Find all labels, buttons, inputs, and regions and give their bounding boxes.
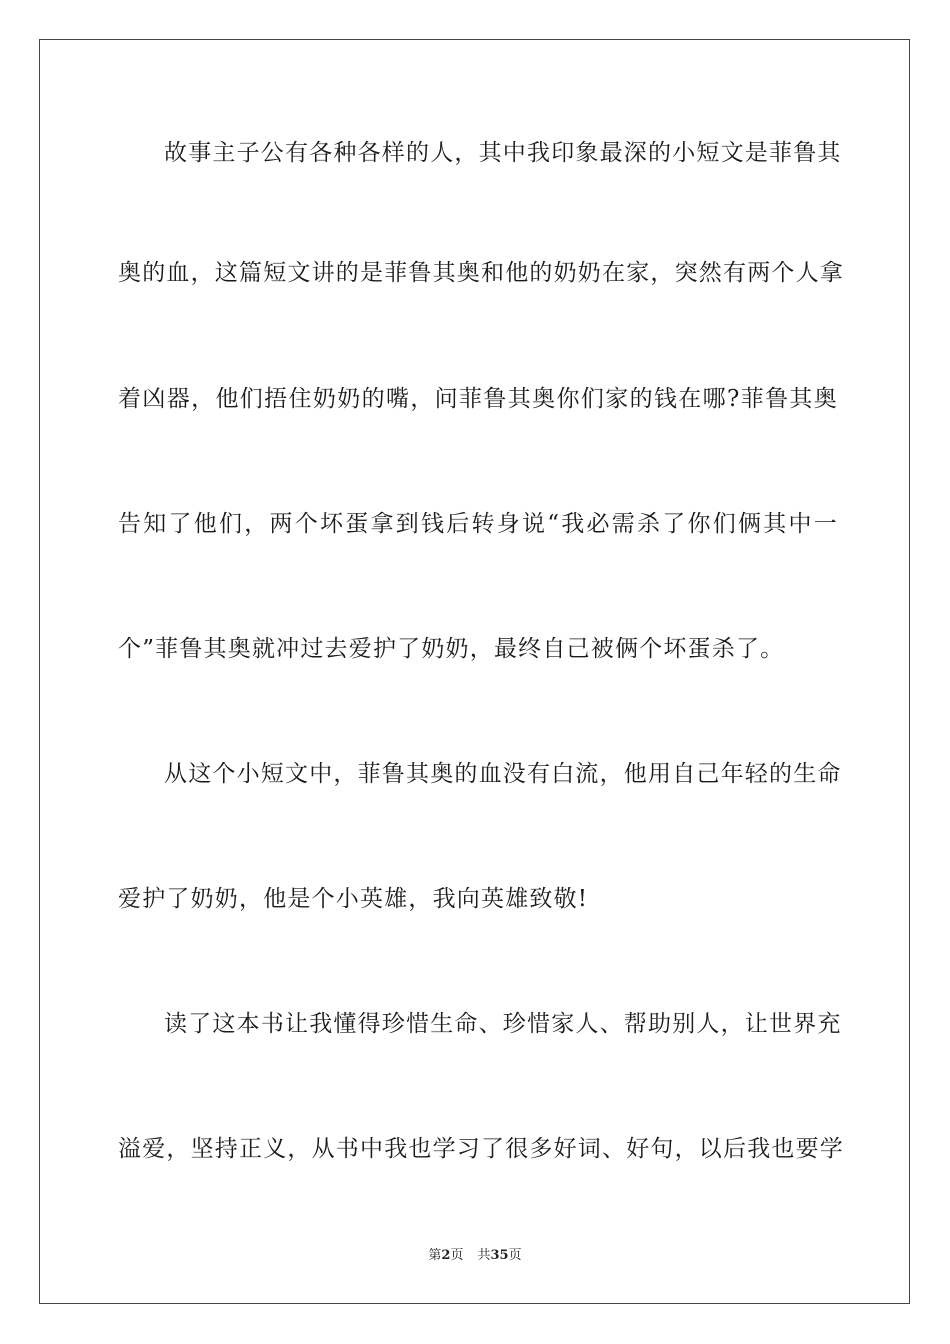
paragraph-1-line-3: 着凶器，他们捂住奶奶的嘴，问菲鲁其奥你们家的钱在哪?菲鲁其奥 — [118, 386, 838, 412]
paragraph-2-line-2: 爱护了奶奶，他是个小英雄，我向英雄致敬! — [118, 886, 589, 912]
total-pages: 35 — [490, 1248, 509, 1263]
paragraph-2-line-1: 从这个小短文中，菲鲁其奥的血没有白流，他用自己年轻的生命 — [164, 761, 842, 787]
paragraph-1-line-5: 个”菲鲁其奥就冲过去爱护了奶奶，最终自己被俩个坏蛋杀了。 — [118, 636, 785, 662]
total-label-prefix: 共 — [477, 1248, 491, 1263]
total-label-suffix: 页 — [508, 1248, 522, 1263]
page-label-suffix: 页 — [450, 1248, 464, 1263]
page-footer — [0, 1247, 950, 1265]
paragraph-1-line-2: 奥的血，这篇短文讲的是菲鲁其奥和他的奶奶在家，突然有两个人拿 — [118, 260, 844, 286]
paragraph-1-line-4: 告知了他们，两个坏蛋拿到钱后转身说“我必需杀了你们俩其中一 — [118, 511, 838, 537]
paragraph-3-line-2: 溢爱，坚持正义，从书中我也学习了很多好词、好句，以后我也要学 — [118, 1136, 844, 1162]
paragraph-1-line-1: 故事主子公有各种各样的人，其中我印象最深的小短文是菲鲁其 — [164, 140, 842, 166]
paragraph-3-line-1: 读了这本书让我懂得珍惜生命、珍惜家人、帮助别人，让世界充 — [164, 1011, 842, 1037]
page-label-prefix: 第 — [428, 1248, 442, 1263]
page-number: 2 — [441, 1248, 451, 1263]
page-border — [39, 39, 910, 1304]
